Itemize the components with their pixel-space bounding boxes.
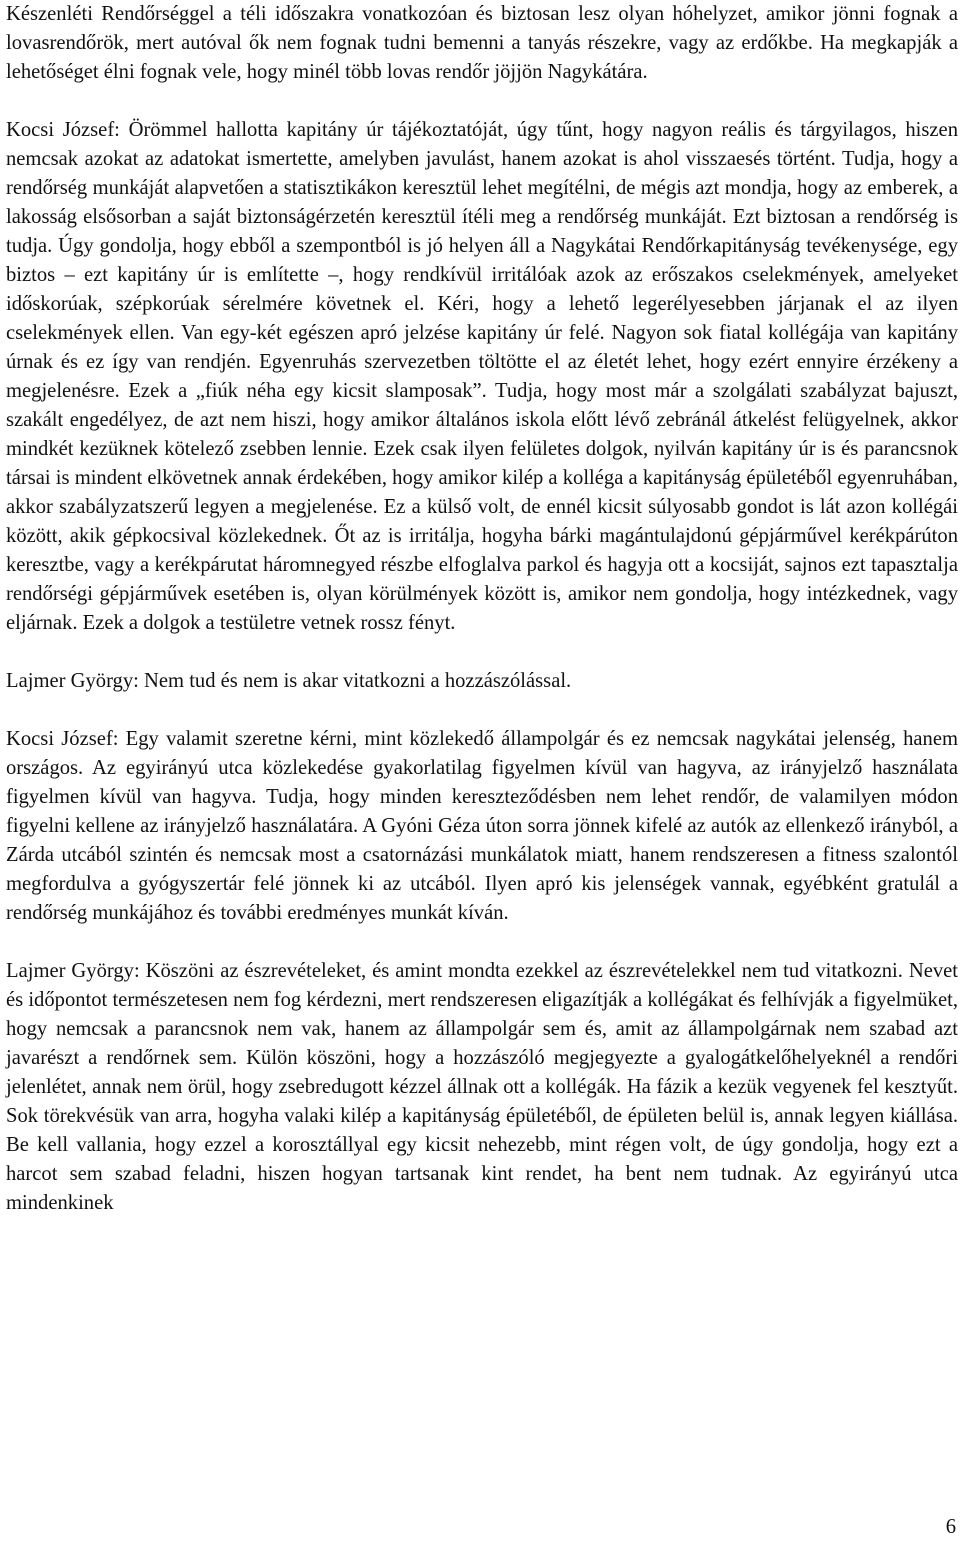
paragraph-kocsi-jozsef-1: Kocsi József: Örömmel hallotta kapitány úr tájékoztatóját, úgy tűnt, hogy nagyon reális és tárgyilagos, hiszen nemcsak azokat az adatokat ismertette, amelyben javulást, hanem azokat is ahol visszaesés történt. Tudja, hogy a rendőrség munkáját alapvetően a statisztikákon keresztül lehet megítélni, de mégis azt mondja, hogy az emberek, a lakosság elsősorban a saját biztonságérzetén keresztül ítéli meg a rendőrség munkáját. Ezt biztosan a rendőrség is tudja. Úgy gondolja, hogy ebből a szempontból is jó helyen áll a Nagykátai Rendőrkapitányság tevékenysége, egy biztos – ezt kapitány úr is említette –, hogy rendkívül irritálóak azok az erőszakos cselekmények, amelyeket időskorúak, szépkorúak sérelmére követnek el. Kéri, hogy a lehető legerélyesebben járjanak el az ilyen cselekmények ellen. Van egy-két egészen apró jelzése kapitány úr felé. Nagyon sok fiatal kollégája van kapitány úrnak és ez így van rendjén. Egyenruhás szervezetben töltötte el az életét lehet, hogy ezért ennyire érzékeny a megjelenésre. Ezek a „fiúk néha egy kicsit slamposak”. Tudja, hogy most már a szolgálati szabályzat bajuszt, szakált engedélyez, de azt nem hiszi, hogy amikor általános iskola előtt lévő zebránál átkelést felügyelnek, akkor mindkét kezüknek kötelező zsebben lennie. Ezek csak ilyen felületes dolgok, nyilván kapitány úr is és parancsnok társai is mindent elkövetnek annak érdekében, hogy amikor kilép a kolléga a kapitányság épületéből egyenruhában, akkor szabályzatszerű legyen a megjelenése. Ez a külső volt, de ennél kicsit súlyosabb gondot is lát azon kollégái között, akik gépkocsival közlekednek. Őt az is irritálja, hogyha bárki magántulajdonú gépjárművel kerékpárúton keresztbe, vagy a kerékpárutat háromnegyed részbe elfoglalva parkol és hagyja ott a kocsiját, sajnos ezt tapasztalja rendőrségi gépjárművek esetében is, olyan körülmények között is, amikor nem gondolja, hogy intézkednek, vagy eljárnak. Ezek a dolgok a testületre vetnek rossz fényt. (6, 119, 958, 634)
paragraph-spacer (6, 696, 958, 725)
paragraph-spacer (6, 87, 958, 116)
paragraph-spacer (6, 638, 958, 667)
paragraph-intro-continuation: Készenléti Rendőrséggel a téli időszakra vonatkozóan és biztosan lesz olyan hóhelyzet, amikor jönni fognak a lovasrendőrök, mert autóval ők nem fognak tudni bemenni a tanyás részekre, vagy az erdőkbe. Ha megkapják a lehetőséget élni fognak vele, hogy minél több lovas rendőr jöjjön Nagykátára. (6, 3, 958, 83)
paragraph-kocsi-jozsef-2: Kocsi József: Egy valamit szeretne kérni, mint közlekedő állampolgár és ez nemcsak nagykátai jelenség, hanem országos. Az egyirányú utca közlekedése gyakorlatilag figyelmen kívül van hagyva, az irányjelző használata figyelmen kívül van hagyva. Tudja, hogy minden kereszteződésben nem lehet rendőr, de valamilyen módon figyelni kellene az irányjelző használatára. A Gyóni Géza úton sorra jönnek kifelé az autók az ellenkező irányból, a Zárda utcából szintén és nemcsak most a csatornázási munkálatok miatt, hanem rendszeresen a fitness szalontól megfordulva a gyógyszertár felé jönnek ki az utcából. Ilyen apró kis jelenségek vannak, egyébként gratulál a rendőrség munkájához és további eredményes munkát kíván. (6, 728, 958, 924)
paragraph-lajmer-gyorgy-2: Lajmer György: Köszöni az észrevételeket, és amint mondta ezekkel az észrevételekkel nem tud vitatkozni. Nevet és időpontot természetesen nem fog kérdezni, mert rendszeresen eligazítják a kollégákat és felhívják a figyelmüket, hogy nemcsak a parancsnok nem vak, hanem az állampolgár sem és, amit az állampolgárnak nem szabad azt javarészt a rendőrnek sem. Külön köszöni, hogy a hozzászóló megjegyezte a gyalogátkelőhelyeknél a rendőri jelenlétet, annak nem örül, hogy zsebredugott kézzel állnak ott a kollégák. Ha fázik a kezük vegyenek fel kesztyűt. Sok törekvésük van arra, hogyha valaki kilép a kapitányság épületéből, de épületen belül is, annak legyen kiállása. Be kell vallania, hogy ezzel a korosztállyal egy kicsit nehezebb, mint régen volt, de úgy gondolja, hogy ezt a harcot sem szabad feladni, hiszen hogyan tartsanak kint rendet, ha bent nem tudnak. Az egyirányú utca mindenkinek (6, 960, 958, 1214)
paragraph-lajmer-gyorgy-1: Lajmer György: Nem tud és nem is akar vitatkozni a hozzászólással. (6, 670, 572, 692)
paragraph-spacer (6, 928, 958, 957)
page-number: 6 (945, 1516, 956, 1538)
document-page (6, 0, 958, 1218)
